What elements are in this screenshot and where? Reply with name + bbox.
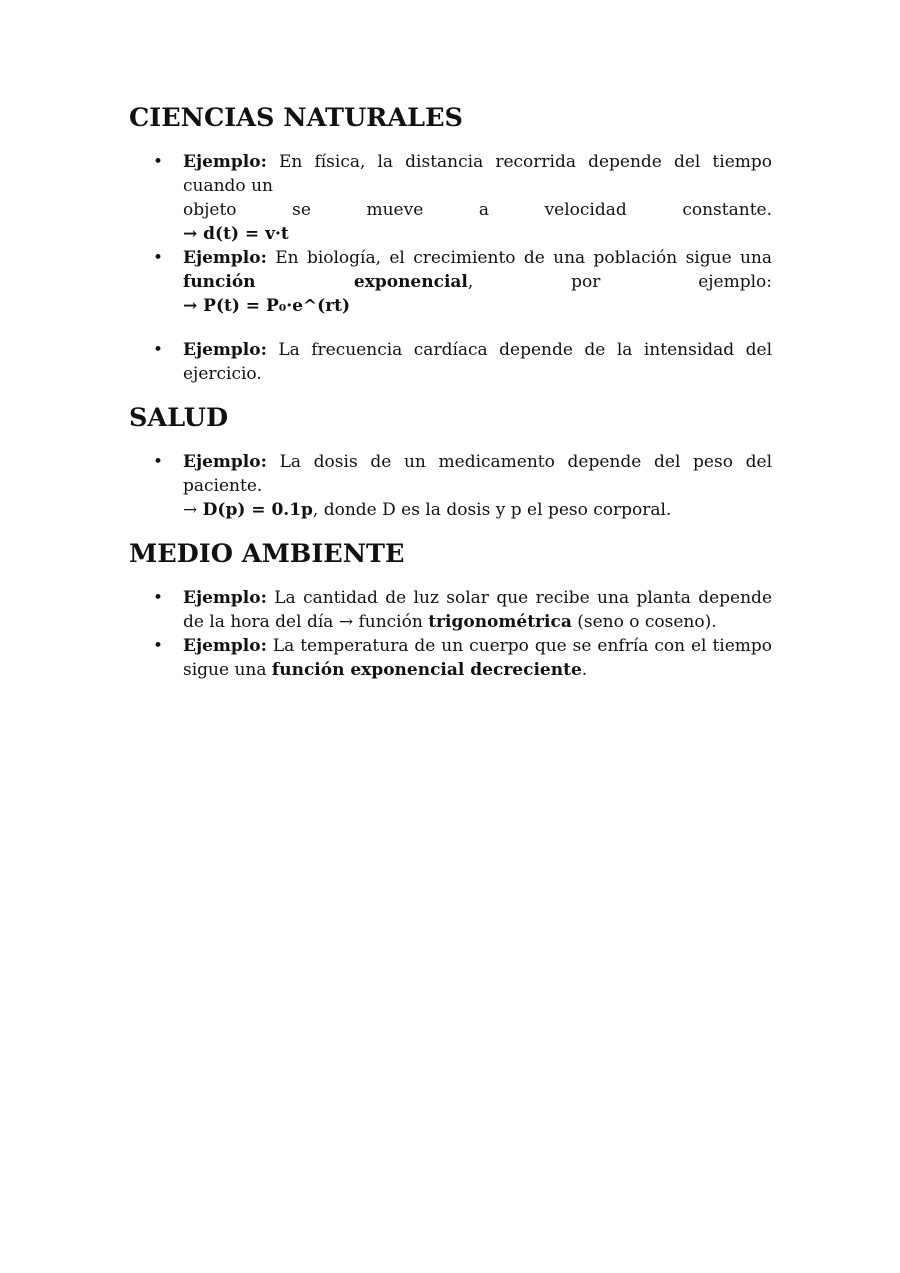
list-item <box>129 150 772 246</box>
section-title: SALUD <box>129 403 229 433</box>
list-item <box>129 634 772 682</box>
bold-term: trigonométrica <box>428 612 572 632</box>
example-text: La temperatura de un cuerpo que se enfría con el tiempo sigue una <box>183 636 773 680</box>
example-text-continued: . <box>581 660 588 680</box>
formula: → d(t) = v·t <box>183 224 289 244</box>
example-label: Ejemplo: <box>183 152 267 172</box>
example-label: Ejemplo: <box>183 588 267 608</box>
arrow: → <box>183 500 203 520</box>
bold-term: función exponencial <box>183 272 468 292</box>
section-medio-ambiente <box>129 539 773 682</box>
example-text: La cantidad de luz solar que recibe una planta depende de la hora del día → función <box>183 588 773 632</box>
example-text-continued: , donde D es la dosis y p el peso corporal. <box>312 500 672 520</box>
example-list <box>129 450 772 522</box>
example-label: Ejemplo: <box>183 636 267 656</box>
list-item <box>129 450 772 522</box>
example-list <box>129 586 772 682</box>
example-text-continued: (seno o coseno). <box>577 612 717 632</box>
section-title: MEDIO AMBIENTE <box>129 539 405 569</box>
example-label: Ejemplo: <box>183 452 267 472</box>
list-item <box>129 586 772 634</box>
section-title: CIENCIAS NATURALES <box>129 103 463 133</box>
section-salud <box>129 403 773 522</box>
example-text-continued: , por ejemplo: <box>467 272 772 292</box>
list-item <box>129 246 772 318</box>
example-text: En biología, el crecimiento de una población sigue una <box>275 248 773 268</box>
example-label: Ejemplo: <box>183 340 267 360</box>
example-text-continued: objeto se mueve a velocidad constante. <box>183 200 772 220</box>
example-label: Ejemplo: <box>183 248 267 268</box>
formula: → P(t) = P₀·e^(rt) <box>183 296 351 316</box>
section-ciencias-naturales <box>129 103 773 386</box>
bold-term: función exponencial decreciente <box>271 660 582 680</box>
formula: D(p) = 0.1p <box>202 500 313 520</box>
example-list <box>129 150 772 386</box>
document-page <box>129 103 773 682</box>
example-text: En física, la distancia recorrida depende del tiempo cuando un <box>183 152 772 196</box>
example-text: La frecuencia cardíaca depende de la intensidad del ejercicio. <box>183 340 773 384</box>
list-item <box>129 338 772 386</box>
example-text: La dosis de un medicamento depende del peso del paciente. <box>183 452 773 496</box>
